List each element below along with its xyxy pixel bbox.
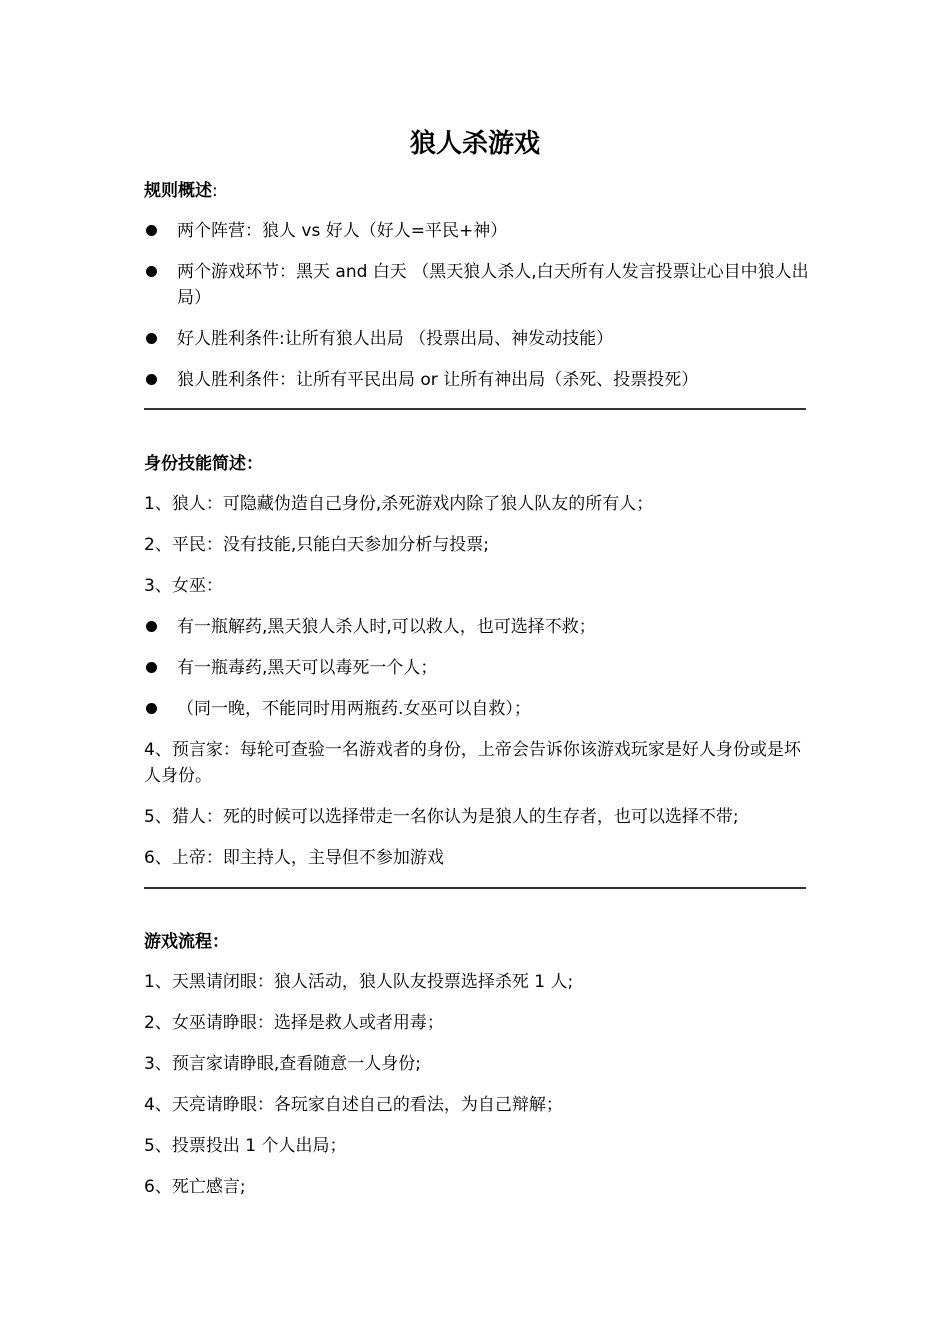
role-wolf: 1、狼人：可隐藏伪造自己身份,杀死游戏内除了狼人队友的所有人； [144, 494, 654, 514]
rules-bullet-wolf-win [144, 367, 814, 393]
role-seer: 4、预言家：每轮可查验一名游戏者的身份，上帝会告诉你该游戏玩家是好人身份或是坏人身份。 [144, 740, 801, 786]
rules-bullet-text: 狼人胜利条件：让所有平民出局 or 让所有神出局（杀死、投票投死） [177, 370, 699, 390]
roles-section [144, 450, 814, 886]
role-villager: 2、平民：没有技能,只能白天参加分析与投票; [144, 535, 489, 555]
rules-bullet-camps [144, 218, 814, 244]
section-divider [144, 408, 806, 410]
game-flow-section [144, 928, 814, 1215]
roles-heading: 身份技能简述： [144, 454, 263, 474]
flow-step: 4、天亮请睁眼：各玩家自述自己的看法，为自己辩解； [144, 1095, 563, 1115]
role-hunter: 5、猎人：死的时候可以选择带走一名你认为是狼人的生存者，也可以选择不带; [144, 807, 739, 827]
bullet-icon [146, 662, 157, 673]
bullet-icon [146, 621, 157, 632]
bullet-icon [146, 703, 157, 714]
bullet-icon [146, 333, 157, 344]
witch-bullet-poison [144, 655, 814, 681]
rules-overview-heading [144, 177, 814, 205]
bullet-icon [146, 225, 157, 236]
flow-step: 2、女巫请睁眼：选择是救人或者用毒； [144, 1013, 444, 1033]
witch-bullet-text: （同一晚，不能同时用两瓶药.女巫可以自救）； [177, 699, 531, 719]
flow-step: 1、天黑请闭眼：狼人活动，狼人队友投票选择杀死 1 人; [144, 972, 574, 992]
flow-step: 3、预言家请睁眼,查看随意一人身份; [144, 1054, 421, 1074]
witch-bullet-text: 有一瓶解药,黑天狼人杀人时,可以救人，也可选择不救； [177, 617, 596, 637]
rules-bullet-text: 好人胜利条件:让所有狼人出局 （投票出局、神发动技能） [177, 329, 614, 349]
rules-bullet-text: 两个阵营：狼人 vs 好人（好人=平民+神） [177, 221, 508, 241]
witch-bullet-text: 有一瓶毒药,黑天可以毒死一个人； [177, 658, 438, 678]
rules-bullet-phases [144, 259, 814, 311]
bullet-icon [146, 266, 157, 277]
role-witch: 3、女巫： [144, 576, 223, 596]
rules-overview-heading-colon: : [212, 181, 218, 201]
flow-step: 6、死亡感言; [144, 1177, 246, 1197]
witch-bullet-rule [144, 696, 814, 722]
section-divider [144, 887, 806, 889]
game-flow-heading: 游戏流程： [144, 932, 229, 952]
rules-overview-heading-text: 规则概述 [144, 181, 212, 201]
bullet-icon [146, 374, 157, 385]
document-title: 狼人杀游戏 [409, 129, 540, 159]
rules-overview-section [144, 177, 814, 408]
rules-bullet-good-win [144, 326, 814, 352]
flow-step: 5、投票投出 1 个人出局； [144, 1136, 347, 1156]
role-god: 6、上帝：即主持人，主导但不参加游戏 [144, 848, 444, 868]
witch-bullet-antidote [144, 614, 814, 640]
rules-bullet-text: 两个游戏环节：黑天 and 白天 （黑天狼人杀人,白天所有人发言投票让心目中狼人出局） [177, 262, 809, 308]
